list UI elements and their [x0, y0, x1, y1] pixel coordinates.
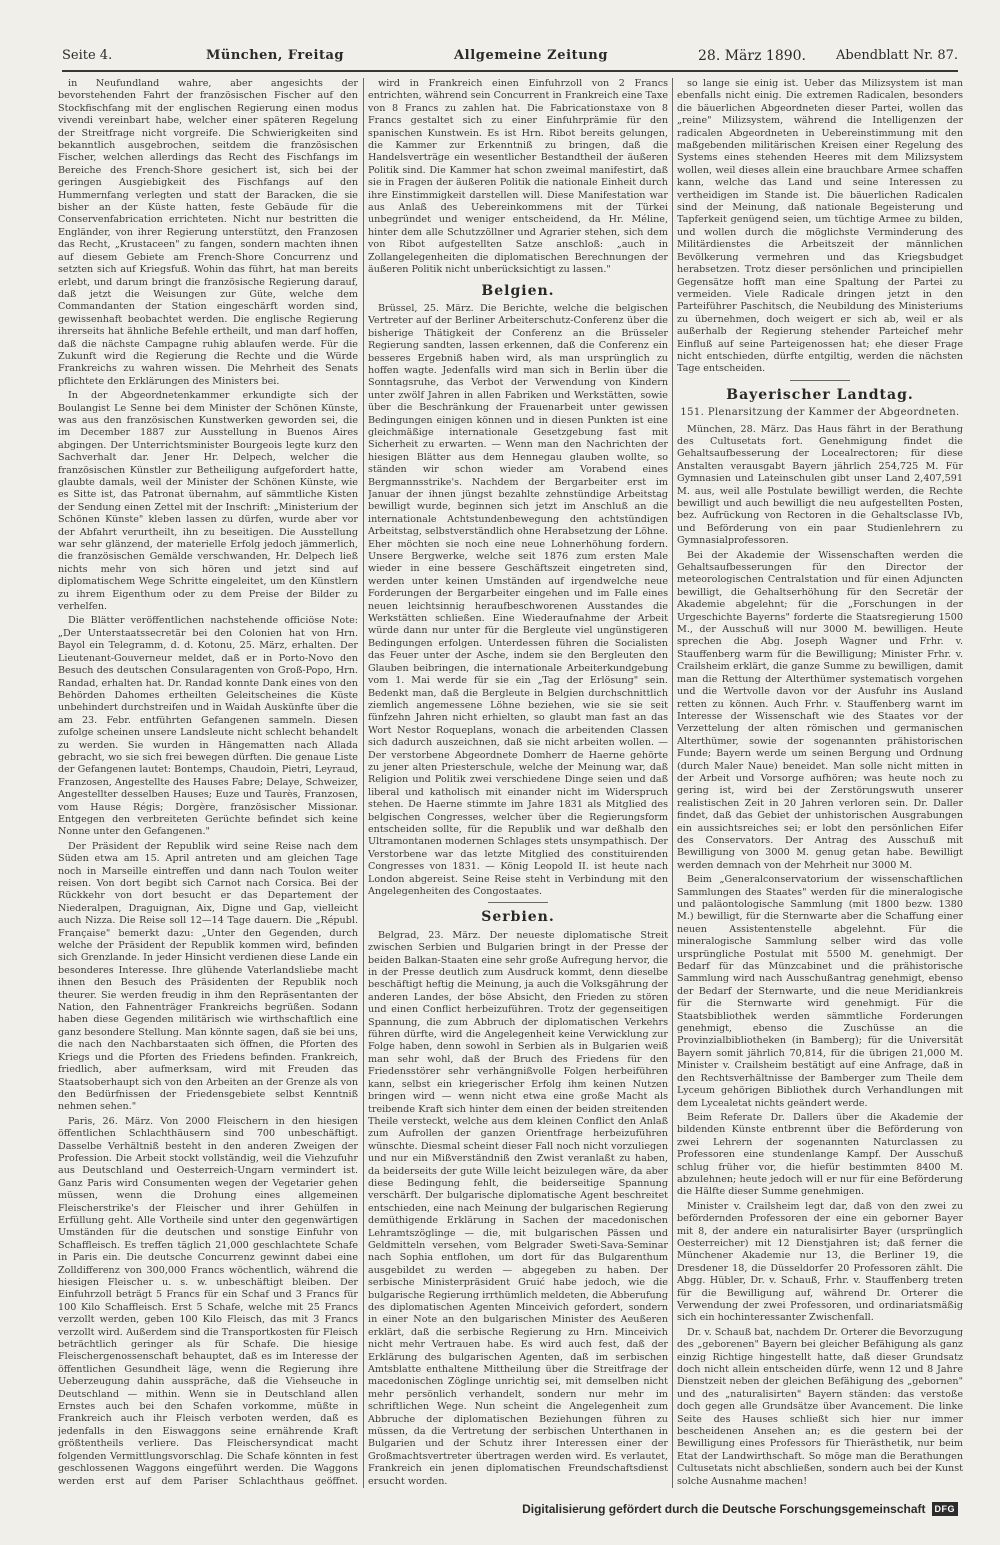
funding-text: Digitalisierung gefördert durch die Deutsche Forschungsgemeinschaft — [522, 1502, 926, 1516]
page-header — [62, 44, 958, 68]
article-paragraph: Beim „Generalconservatorium der wissenschaftlichen Sammlungen des Staates" werden für die mineralogische und paläontologische Sammlung (mit 1800 bezw. 1380 M.) bewilligt, für die Sternwarte aber die Schaffung einer neuen Assistentenstelle abgelehnt. Für die mineralogische Sammlung selber wird das volle ursprüngliche Postulat mit 5500 M. genehmigt. Der Bedarf für das Münzcabinet und die prähistorische Sammlung wird nach Ausschußantrag genehmigt, ebenso der Bedarf der Sternwarte, und die neue Meridiankreis für die Sternwarte wird genehmigt. Für die Staatsbibliothek werden sämmtliche Forderungen genehmigt, ebenso die Zuschüsse an die Provinzialbibliotheken (in Bamberg); für die Universität Bayern somit jährlich 70,814, für die übrigen 21,000 M. Minister v. Crailsheim bestätigt auf eine Anfrage, daß in den Rechtsverhältnisse der Bamberger zum Theile dem Lyceum gehörigen Bibliothek durch Verhandlungen mit dem Lycealetat nichts geändert werde. — [677, 874, 963, 1109]
article-paragraph: Belgrad, 23. März. Der neueste diplomatische Streit zwischen Serbien und Bulgarien bringt in der Presse der beiden Balkan-Staaten eine sehr große Aufregung hervor, die in der Presse deutlich zum Ausdruck kommt, denn dieselbe beschäftigt heftig die Meinung, ja auch die Volksgährung der anderen Landes, der böse Absicht, den Frieden zu stören und einen Conflict herbeizuführen. Trotz der gegenseitigen Spannung, die zum Abbruch der diplomatischen Verkehrs führen dürfte, wird die Angelegenheit keine Verwicklung zur Folge haben, denn sowohl in Serbien als in Bulgarien weiß man sehr wohl, daß der Bruch des Friedens für den Friedensstörer sehr verhängnißvolle Folgen herbeiführen kann, selbst ein kriegerischer Erfolg ihm keinen Nutzen bringen wird — wenn nicht etwa eine große Macht als treibende Kraft sich hinter dem einen der beiden streitenden Theile versteckt, welche aus dem kleinen Conflict den Anlaß zum Aufrollen der ganzen Orientfrage herbeizuführen wünschte. Diesmal scheint dieser Fall noch nicht vorzuliegen und nur ein Mißverständniß den Zwist veranlaßt zu haben, da beiderseits der gute Wille leicht beizulegen wäre, da aber diese Bedingung fehlt, die beiderseitige Spannung verschärft. Der bulgarische diplomatische Agent beschreitet entschieden, eine nach Meinung der bulgarischen Regierung demüthigende Erklärung in Sachen der macedonischen Lehramtszöglinge — die, mit bulgarischen Pässen und Geldmitteln versehen, vom Belgrader Sweti-Sava-Seminar nach Sophia entflohen, um dort für das Bulgarenthum ausgebildet zu werden — abgegeben zu haben. Der serbische Ministerpräsident Gruić habe jedoch, wie die bulgarische Regierung irrthümlich meldeten, die Abberufung des diplomatischen Agenten Minceivich gefordert, sondern in einer Note an den bulgarischen Minister des Aeußeren erklärt, daß die serbische Regierung zu Hrn. Minceivich nicht mehr Vertrauen habe. Es wird auch fest, daß der Erklärung des bulgarischen Agenten, daß im serbischen Amtsblatte enthaltene Mittheilung über die Streitfrage der macedonischen Zöglinge unrichtig sei, mit demselben nicht mehr persönlich verhandelt, sondern nur mehr im schriftlichen Wege. Nun scheint die Angelegenheit zum Abbruche der diplomatischen Beziehungen führen zu müssen, da die Vertretung der serbischen Unterthanen in Bulgarien und der Schutz ihrer Interessen einer der Großmachtsvertreter übertragen werden wird. Es verlautet, Frankreich ein jenen diplomatischen Freundschaftsdienst ersucht worden. — [368, 929, 668, 1487]
column-1 — [58, 78, 358, 1488]
article-paragraph: München, 28. März. Das Haus fährt in der Berathung des Cultusetats fort. Genehmigung findet die Gehaltsaufbesserung der Locealrectoren; für diese Anstalten verausgabt Bayern jährlich 254,725 M. Für Gymnasien und Lateinschulen gibt unser Land 2,407,591 M. aus, weil alle Postulate bewilligt werden, die Rechte bewilligt und auch bewilligt die neu aufgestellten Posten, bez. Aufrückung von Rectoren in die Gehaltsclasse IVb, und Beförderung von ein paar Studienlehrern zu Gymnasialprofessoren. — [677, 423, 963, 547]
section-heading-serbien: Serbien. — [481, 909, 555, 926]
section-heading-belgien: Belgien. — [481, 282, 555, 299]
article-paragraph: in Neufundland wahre, aber angesichts der bevorstehenden Fahrt der französischen Fischer auf den Stockfischfang mit der englischen Regierung einen modus vivendi vereinbart habe, welcher einer späteren Regelung der Streitfrage nicht vorgreife. Die Schwierigkeiten sind bekanntlich ausgebrochen, seitdem die französischen Fischer, welchen allerdings das Recht des Fischfangs im Bereiche des French-Shore gesichert ist, sich bei der geringen Ausgiebigkeit des Fischfangs auf den Hummernfang verlegten und statt der Baracken, die sie bisher an der Küste hatten, feste Gebäude für die Conservenfabrication errichteten. Nicht nur bestritten die Engländer, von ihrer Regierung unterstützt, den Franzosen das Recht, „Krustaceen" zu fangen, sondern machten ihnen auf diesem Gebiete am French-Shore Concurrenz und setzten sich auf Kriegsfuß. Wohin das führt, hat man bereits erlebt, und darum bringt die französische Regierung darauf, daß jetzt die Weisungen zur Güte, welche dem Commandanten der Station eingeschärft worden sind, gewissenhaft beobachtet werden. Die englische Regierung ihrerseits hat ähnliche Befehle ertheilt, und man darf hoffen, daß die nächste Campagne ruhig ablaufen werde. Für die Zukunft wird die Regierung die Rechte und die Würde Frankreichs zu wahren wissen. Die Mehrheit des Senats pflichtete den Erklärungen des Ministers bei. — [58, 78, 358, 387]
issue-number: Abendblatt Nr. 87. — [835, 48, 958, 63]
column-divider — [363, 78, 364, 1488]
article-paragraph: In der Abgeordnetenkammer erkundigte sich der Boulangist Le Senne bei dem Minister der Schönen Künste, was aus den französischen Kunstwerken geworden sei, die im December 1887 zur Ausstellung in Buenos Aires abgingen. Der Unterrichtsminister Bourgeois legte kurz den Sachverhalt dar. Jener Hr. Delpech, welcher die französischen Künstler zur Betheiligung aufgefordert hatte, glaubte damals, weil der Minister der Schönen Künste, wie es Sitte ist, das Patronat übernahm, auf sämmtliche Kisten der Sendung einen Zettel mit der Inschrift: „Ministerium der Schönen Künste" kleben lassen zu dürfen, wurde aber vor der Abfahrt verurtheilt, ihn zu beseitigen. Die Ausstellung war sehr glänzend, der materielle Erfolg jedoch jämmerlich, die französischen Gemälde verschwanden, Hr. Delpech ließ nichts mehr von sich hören und jetzt sind auf diplomatischem Wege Schritte eingeleitet, um den Künstlern zu ihrem Eigenthum oder zu dem Preise der Bilder zu verhelfen. — [58, 390, 358, 613]
issue-date: 28. März 1890. — [698, 48, 806, 64]
article-paragraph: so lange sie einig ist. Ueber das Milizsystem ist man ebenfalls nicht einig. Die extremen Radicalen, besonders die bäuerlichen Abgeordneten dieser Partei, wollen das „reine" Milizsystem, während die Intelligenzen der radicalen Abgeordneten in Uebereinstimmung mit den maßgebenden militärischen Kreisen einer Regelung des Systems eines stehenden Heeres mit dem Milizsystem wollen, weil dieses allein eine brauchbare Armee schaffen kann, welche das Land und seine Interessen zu vertheidigen im Stande ist. Die bäuerlichen Radicalen sind der Meinung, daß nationale Begeisterung und Tapferkeit genügend seien, um tüchtige Armee zu bilden, und wollen durch die möglichste Verminderung des Militärdienstes die Arbeitszeit der männlichen Bevölkerung vermehren und das Kriegsbudget herabsetzen. Trotz dieser persönlichen und principiellen Gegensätze hofft man eine Spaltung der Partei zu vermeiden. Viele Radicale dringen jetzt in den Parteiführer Paschitsch, die Neubildung des Ministeriums zu übernehmen, doch weigert er sich ab, weil er als außerhalb der Regierung stehender Parteichef mehr Einfluß auf seine Parteigenossen hat; ehe dieser Frage nicht entschieden, dürfte entgiltig, werden die nächsten Tage entscheiden. — [677, 78, 963, 375]
column-2 — [368, 78, 668, 1488]
article-paragraph: Die Blätter veröffentlichen nachstehende officiöse Note: „Der Unterstaatssecretär bei den Colonien hat von Hrn. Bayol ein Telegramm, d. d. Kotonu, 25. März, erhalten. Der Lieutenant-Gouverneur meldet, daß er in Porto-Novo den Besuch des deutschen Consularagenten von Groß-Popo, Hrn. Randad, erhalten hat. Dr. Randad konnte Dank eines von den Behörden Dahomes ertheilten Geleitscheines die Küste unbehindert durchstreifen und in Waidah Auskünfte über die am 23. Febr. entführten Gefangenen sammeln. Diesen zufolge scheinen unsere Landsleute nicht schlecht behandelt zu werden. Sie wurden in Hängematten nach Allada gebracht, wo sie sich frei bewegen dürften. Die genaue Liste der Gefangenen lautet: Bontemps, Chaudoin, Pietri, Leyraud, Franzosen, Angestellte des Hauses Fabre; Delaye, Schweizer, Angestellter desselben Hauses; Euze und Taurès, Franzosen, vom Hause Régis; Dorgère, französischer Missionar. Entgegen den verbreiteten Gerüchte befindet sich keine Nonne unter den Gefangenen." — [58, 615, 358, 838]
article-paragraph: Minister v. Crailsheim legt dar, daß von den zwei zu befördernden Professoren der eine ein geborner Bayer mit 8, der andere ein naturalisirter Bayer (ursprünglich Oesterreicher) mit 12 Dienstjahren ist; daß ferner die Münchener Akademie nur 13, die Berliner 19, die Dresdener 18, die Düsseldorfer 20 Professoren zählt. Die Abgg. Hübler, Dr. v. Schauß, Frhr. v. Stauffenberg treten für die Bewilligung auf, während Dr. Orterer die Verwendung der zwei Professoren, und ordinariatsmäßig sich ein hochinteressanter Zwischenfall. — [677, 1200, 963, 1324]
column-divider — [672, 78, 673, 1488]
article-paragraph: Dr. v. Schauß bat, nachdem Dr. Orterer die Bevorzugung des „geborenen" Bayern bei gleicher Befähigung als ganz einzig Richtige hingestellt hatte, daß dieser Grundsatz doch nicht allein entscheiden dürfe, wenn 12 und 8 Jahre Dienstzeit neben der gleichen Befähigung des „gebornen" und des „naturalisirten" Bayern ständen: das verstoße doch gegen alle Grundsätze über Avancement. Die linke Seite des Hauses schließt sich hier nur immer bescheidenen Ansehen an; es die gestern bei der Bewilligung eines Professors für Thierästhetik, nur beim Etat der Landwirthschaft. So möge man die Berathungen Cultusetats nicht abschließen, sondern auch bei der Kunst solche Ausnahme machen! — [677, 1326, 963, 1487]
article-paragraph: Beim Referate Dr. Dallers über die Akademie der bildenden Künste entbrennt über die Beförderung von zwei Lehrern der sogenannten Naturclassen zu Professoren eine stundenlange Kampf. Der Ausschuß schlug früher vor, die hiefür bestimmten 8400 M. abzulehnen; heute jedoch will er nur für eine Beförderung die Hälfte dieser Summe genehmigen. — [677, 1111, 963, 1198]
article-paragraph: Brüssel, 25. März. Die Berichte, welche die belgischen Vertreter auf der Berliner Arbeiterschutz-Conferenz über die bisherige Thätigkeit der Conferenz an die Brüsseler Regierung sandten, lassen erkennen, daß die Conferenz ein besseres Ergebniß haben wird, als man ursprünglich zu hoffen wagte. Jedenfalls wird man sich in Berlin über die Sonntagsruhe, das Verbot der Verwendung von Kindern unter zwölf Jahren in allen Fabriken und Werkstätten, sowie über die Beschränkung der Frauenarbeit unter gewissen Bedingungen einigen können und in diesen Punkten ist eine gleichmäßige internationale Gesetzgebung fast mit Sicherheit zu erwarten. — Wenn man den Nachrichten der hiesigen Blätter aus dem Hennegau glauben wollte, so ständen wir schon wieder am Vorabend eines Bergmannsstrike's. Nachdem der Bergarbeiter erst im Januar der ihnen jüngst bezahlte zehnstündige Arbeitstag bewilligt wurde, beginnen sich jetzt im Anschluß an die internationale Achtstundenbewegung den achtstündigen Arbeitstag, selbstverständlich ohne Herabsetzung der Löhne. Eher möchten sie noch eine neue Lohnerhöhung fordern. Unsere Bergwerke, welche seit 1876 zum ersten Male wieder in eine bessere Geschäftszeit eingetreten sind, werden unter keinen Umständen auf irgendwelche neue Forderungen der Bergarbeiter eingehen und im Falle eines neuen leichtsinnig heraufbeschworenen Ausstandes die Werkstätten schließen. Eine Wiederaufnahme der Arbeit würde dann nur unter für die Bergleute viel ungünstigeren Bedingungen erfolgen. Unterdessen führen die Socialisten das Feuer unter der Asche, indem sie den Bergleuten den Glauben beibringen, die internationale Arbeiterkundgebung vom 1. Mai werde für sie ein „Tag der Erlösung" sein. Bedenkt man, daß die Bergleute in Belgien durchschnittlich ziemlich angemessene Löhne beziehen, wie sie sie seit fünfzehn Jahren nicht erhielten, so glaubt man fast an das Wort Nestor Roqueplans, wonach die arbeitenden Classen sich dadurch auszeichnen, daß sie nicht arbeiten wollen. — Der verstorbene Abgeordnete Domherr de Haerne gehörte zu jener alten Priesterschule, welche der Meinung war, daß Religion und Politik zwei verschiedene Dinge seien und daß liberal und katholisch mit einander nicht im Widerspruch stehen. De Haerne stimmte im Jahre 1831 als Mitglied des belgischen Congresses, welcher über die Regierungsform entscheiden sollte, für die Republik und war deßhalb den Ultramontanen modernen Schlages stets unsympathisch. Der Verstorbene war das letzte Mitglied des constituirenden Congresses von 1831. — König Leopold II. ist heute nach London abgereist. Seine Reise steht in Verbindung mit den Angelegenheiten des Congostaates. — [368, 302, 668, 897]
section-subheading: 151. Plenarsitzung der Kammer der Abgeordneten. — [680, 407, 960, 419]
article-paragraph: Paris, 26. März. Von 2000 Fleischern in den hiesigen öffentlichen Schlachthäusern sind 700 unbeschäftigt. Dasselbe Verhältniß besteht in den anderen Zweigen der Profession. Die Arbeit stockt vollständig, weil die Viehzufuhr aus Deutschland und Oesterreich-Ungarn vermindert ist. Ganz Paris wird Consumenten wegen der Vegetarier gehen müssen, wenn die Drohung eines allgemeinen Fleischerstrike's der Fleischer und ihrer Gehülfen in Erfüllung geht. Alle Vortheile sind unter den gegenwärtigen Umständen für die deutschen und sonstige Einfuhr von Schaffleisch. Es treffen täglich 21,000 geschlachtete Schafe in Paris ein. Die deutsche Concurrenz gewinnt dabei eine Zolldifferenz von 300,000 Francs wöchentlich, während die hiesigen Fleischer u. s. w. unbeschäftigt bleiben. Der Einfuhrzoll beträgt 5 Francs für ein Schaf und 3 Francs für 100 Kilo Schaffleisch. Erst 5 Schafe, welche mit 25 Francs verzollt werden, geben 100 Kilo Fleisch, das mit 3 Francs verzollt wird. Außerdem sind die Transportkosten für Fleisch beträchtlich geringer als für Schafe. Die hiesige Fleischergenossenschaft behauptet, daß es im Interesse der öffentlichen Gesundheit läge, wenn die Regierung ihre Ueberzeugung dahin ausspräche, daß die Viehseuche in Deutschland — mithin. Wenn sie in Deutschland allen Ernstes auch bei den Schafen vorkomme, müßte in Frankreich auch ihr Fleisch verboten werden, daß es jedenfalls in den Eiswaggons seine ernährende Kraft größtentheils verliere. Das Fleischersyndicat macht folgenden Vermittlungsvorschlag. Die Schafe könnten in fest geschlossenen Waggons eingeführt werden. Die Waggons werden erst auf dem Pariser Schlachthaus geöffnet. — [58, 1115, 358, 1487]
section-divider — [790, 380, 850, 381]
article-paragraph: wird in Frankreich einen Einfuhrzoll von 2 Francs entrichten, während sein Concurrent in Frankreich eine Taxe von 8 Francs zu zahlen hat. Die Fabricationstaxe von 8 Francs gestaltet sich zu einer Einfuhrprämie für den spanischen Kunstwein. Es ist Hrn. Ribot bereits gelungen, die Kammer zur Erkenntniß zu bringen, daß die Handelsverträge ein wesentlicher Bestandtheil der äußeren Politik sind. Die Kammer hat schon zweimal manifestirt, daß sie in Fragen der äußeren Politik die nationale Einheit durch ihre Einstimmigkeit darstellen will. Diese Manifestation war aus Anlaß des Uebereinkommens mit der Türkei unbegründet und weniger entscheidend, da Hr. Méline, hinter dem alle Schutzzöllner und Agrarier stehen, sich dem von Ribot aufgestellten Satze anschloß: „auch in Zollangelegenheiten die diplomatischen Berechnungen der äußeren Politik nicht unberücksichtigt zu lassen." — [368, 78, 668, 276]
page-number: Seite 4. — [62, 48, 113, 63]
article-paragraph: Der Präsident der Republik wird seine Reise nach dem Süden etwa am 15. April antreten und am gleichen Tage noch in Marseille eintreffen und dann nach Toulon weiter reisen. Von dort begibt sich Carnot nach Corsica. Bei der Rückkehr von dort besucht er das Departement der Niederalpen, Draguignan, Aix, Digne und Gap, vielleicht auch Nizza. Die Reise soll 12—14 Tage dauern. Die „Républ. Française" bemerkt dazu: „Unter den Gegenden, durch welche der Präsident der Republik kommen wird, befinden sich Grenzlande. In jeder Hinsicht verdienen diese Lande ein besonderes Interesse. Ihre glühende Vaterlandsliebe macht ihnen den Besuch des Präsidenten der Republik noch theurer. Sie werden freudig in ihm den Repräsentanten der Nation, den Fahnenträger Frankreichs begrüßen. Sodann haben diese Gegenden militärisch wie wirthschaftlich eine ganz besondere Stellung. Man könnte sagen, daß sie bei uns, die nach den Nachbarstaaten sich öffnen, die Pforten des Kriegs und die Pforten des Friedens befinden. Frankreich, friedlich, aber aufmerksam, wird mit Freuden das Staatsoberhaupt sich von den Arbeiten an der Grenze als von den Bedürfnissen der Friedensgebiete selbst Kenntniß nehmen sehen." — [58, 840, 358, 1113]
newspaper-title: Allgemeine Zeitung — [454, 48, 609, 63]
dfg-logo: DFG — [932, 1502, 959, 1516]
article-paragraph: Bei der Akademie der Wissenschaften werden die Gehaltsaufbesserungen für den Director der meteorologischen Centralstation und für einen Adjuncten bewilligt, die Gehaltserhöhung für den Secretär der Akademie abgelehnt; für die „Forschungen in der Urgeschichte Bayerns" forderte die Staatsregierung 1500 M., der Ausschuß will nur 3000 M. bewilligen. Heute sprechen die Abg. Joseph Wagner und Frhr. v. Stauffenberg warm für die Bewilligung; Minister Frhr. v. Crailsheim erklärt, die ganze Summe zu bewilligen, damit man die Rettung der Alterthümer systematisch vorgehen und die Wertvolle davon vor der Ausfuhr ins Ausland retten zu können. Auch Frhr. v. Stauffenberg warnt im Interesse der Wissenschaft wie des Staates vor der Verzettelung der alten römischen und germanischen Alterthümer, sowie der sogenannten prähistorischen Funde; Bayern werde um seinen Bergung und Ordnung (durch Maler Naue) beneidet. Man solle nicht mitten in der Arbeit und Vorsorge aufhören; was heute noch zu gering ist, wird bei der Zerstörungswuth unserer realistischen Zeit in 20 Jahren verloren sein. Dr. Daller findet, daß das Gebiet der unhistorischen Ausgrabungen ein aussichtsreiches sei; er lobt den persönlichen Eifer des Conservators. Der Antrag des Ausschuß mit Bewilligung von 3000 M. genug getan habe. Bewilligt werden demnach von der Mehrheit nur 3000 M. — [677, 549, 963, 871]
column-3 — [677, 78, 963, 1488]
section-divider — [488, 902, 548, 903]
funding-note — [522, 1502, 958, 1516]
header-rule — [62, 70, 958, 72]
section-heading-landtag: Bayerischer Landtag. — [726, 386, 914, 403]
place-and-day: München, Freitag — [206, 48, 345, 63]
